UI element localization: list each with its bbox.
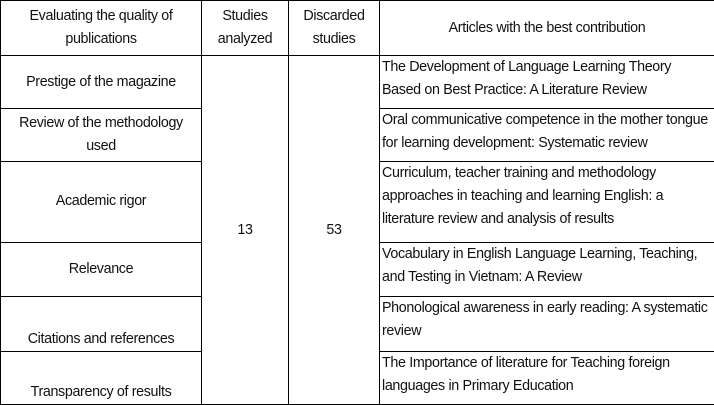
article-cell: Vocabulary in English Language Learning, Teaching, and Testing in Vietnam: A Review: [380, 242, 714, 296]
header-row: [1, 1, 714, 56]
header-criterion: Evaluating the quality of publications: [1, 1, 202, 56]
article-cell: The Development of Language Learning Theory Based on Best Practice: A Literature Review: [380, 56, 714, 109]
criterion-cell: Citations and references: [1, 296, 202, 351]
header-studies-analyzed: Studies analyzed: [202, 1, 289, 56]
table-row: [1, 56, 714, 109]
criterion-cell: Relevance: [1, 242, 202, 296]
criterion-cell: Prestige of the magazine: [1, 56, 202, 109]
criterion-cell: Review of the methodology used: [1, 109, 202, 162]
criterion-cell: Transparency of results: [1, 351, 202, 404]
criterion-cell: Academic rigor: [1, 162, 202, 242]
header-discarded-studies: Discarded studies: [289, 1, 380, 56]
article-cell: Phonological awareness in early reading: A systematic review: [380, 296, 714, 351]
article-cell: Oral communicative competence in the mother tongue for learning development: Systematic review: [380, 109, 714, 162]
header-best-articles: Articles with the best contribution: [380, 1, 714, 56]
studies-analyzed-value: 13: [202, 56, 289, 405]
article-cell: The Importance of literature for Teaching foreign languages in Primary Education: [380, 351, 714, 404]
article-cell: Curriculum, teacher training and methodology approaches in teaching and learning English: a literature review and analysis of results: [380, 162, 714, 242]
discarded-studies-value: 53: [289, 56, 380, 405]
